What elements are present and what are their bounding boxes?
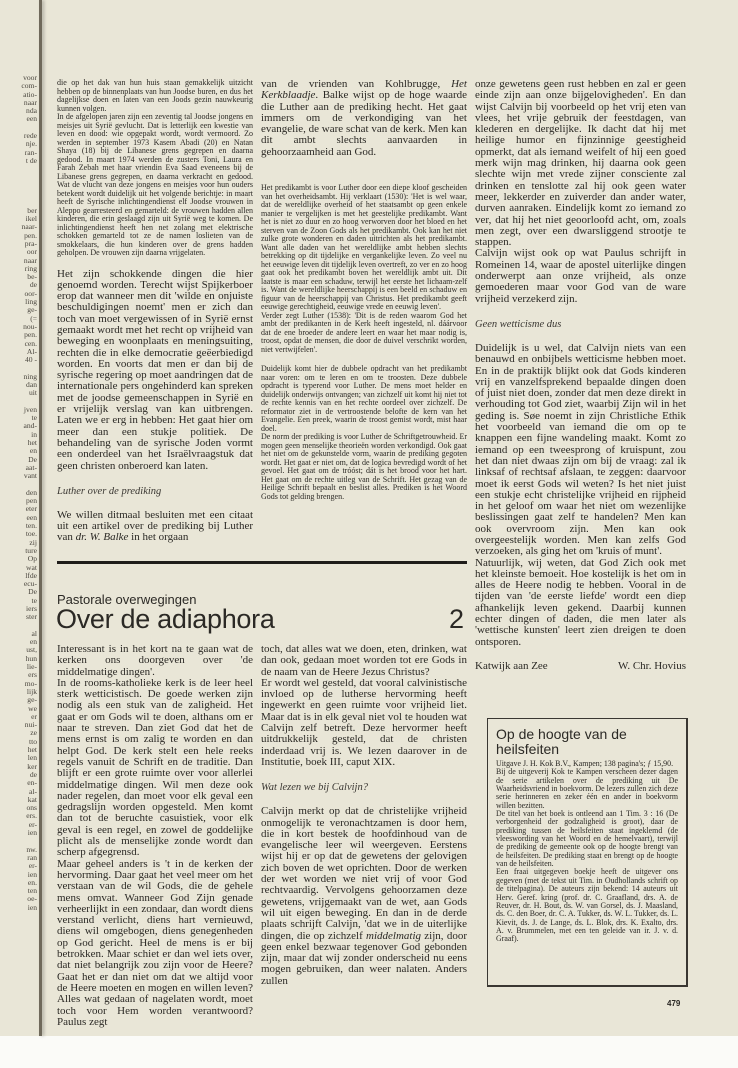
review-publication-info: Uitgave J. H. Kok B.V., Kampen; 138 pagina's; ƒ 15,90. (496, 759, 674, 768)
facing-page-fragment: zij (29, 537, 37, 547)
facing-page-fragment: ture (25, 545, 37, 555)
signature-line (475, 661, 686, 672)
facing-page-fragment: al- (28, 786, 37, 796)
facing-page-fragment: pen. (24, 330, 37, 340)
facing-page-fragment: kat (27, 794, 37, 804)
facing-page-fragment: in (31, 429, 37, 439)
facing-page-fragment: er- (28, 861, 37, 871)
facing-page-fragment: vant (23, 471, 37, 481)
facing-page-fragment: ge- (27, 695, 37, 705)
facing-page-fragment: voor (23, 73, 37, 82)
author-place: Katwijk aan Zee (475, 659, 548, 672)
facing-page-fragment (0, 165, 37, 173)
facing-page-fragment: ning (23, 371, 37, 381)
paragraph (57, 510, 253, 544)
facing-page-fragment: nui- (24, 720, 37, 730)
facing-page-fragment: cen. (24, 338, 37, 348)
text-span: Calvijn merkt op dat de christelijke vrijheid onmogelijk te veronachtzamen is door hem, die in kort bestek de hoofdinhoud van de evangelische leer wil weergeven. Eerstens wijst hij er op dat de gewetens der gelovigen zich boven de wet oprichten. Door de werken der wet worden we niet vrij of voor God rechtvaardig. Vervolgens gehoorzamen deze gewetens, vrijgemaakt van de wet, aan Gods wil uit eigen beweging. En dan in de derde plaats schrijft Calvijn, 'dat we in de uiterlijke dingen, die op zichzelf (261, 805, 467, 942)
facing-page-fragment: ecu- (23, 579, 37, 589)
paragraph (261, 79, 467, 158)
facing-page-fragment: pen (26, 496, 37, 506)
facing-page-fragment: de (29, 280, 37, 290)
paragraph: onze gewetens geen rust hebben en zal er geen einde zijn aan onze bijgelovigheden'. En dan wijst Calvijn bij voorbeeld op het vrij eten van vlees, het vrije gebruik der feestdagen, van klederen en dergelijke. Ik dacht dat hij met heilige humor en fijnzinnige geestigheid opmerkt, dat als iemand weifelt of hij een goed merk wijn mag drinken, hij daarna ook geen slechte wijn met vrede zijner consciente zal drinken en tenslotte zal hij ook geen water meer, lekkerder en zuiverder dan ander water, durven aanraken. Eindelijk komt zo iemand zo ver, dat hij het niet geoorloofd acht, om, zoals men zegt, over een dwarsliggend strootje te stappen. (475, 78, 686, 249)
text-span: . Balke wijst op de hoge waarde die Luther aan de prediking hecht. Het gaat immers om de verkondiging van het evangelie, de ware schat van de kerk. Men kan dit ambt slechts aanvaarden in gehoorzaamheid aan God. (261, 89, 467, 158)
facing-page-fragment: ien (27, 828, 37, 838)
facing-page-fragment: naar- (21, 222, 37, 232)
facing-page-fragment: en (29, 637, 37, 647)
facing-page-fragment: ien (27, 869, 37, 879)
facing-page-fragment: ien (27, 902, 37, 912)
facing-page-fragment: uit (28, 388, 37, 398)
facing-page-fragment: nw. (26, 844, 37, 854)
paragraph (261, 806, 467, 987)
facing-page-fragment: er (31, 711, 37, 721)
facing-page-fragment: we (28, 703, 37, 713)
facing-page-fragment: tto (28, 736, 37, 746)
facing-page-fragment: lijk (26, 686, 37, 696)
facing-page-fragment: mo- (24, 678, 37, 688)
facing-page-fragment: ster (26, 612, 37, 622)
facing-page-fragment: al (31, 628, 37, 638)
facing-page-fragment: ten. (25, 521, 37, 531)
author-name-italic: dr. W. Balke (75, 531, 129, 544)
facing-page-fragment: ikel (25, 214, 37, 224)
facing-page-fragment: pra- (24, 238, 37, 248)
section-divider-rule (57, 561, 467, 564)
section-subheading: Wat lezen we bij Calvijn? (261, 782, 368, 794)
emphasis-italic: middelmatig (366, 929, 422, 942)
facing-page-fragment: 40 - (24, 355, 37, 365)
facing-page-fragment: and- (23, 421, 37, 431)
top-column-1 (57, 79, 253, 544)
facing-page-fragment: nje. (25, 139, 37, 149)
facing-page-fragment: lie- (26, 662, 37, 672)
facing-page-fragment: naar (23, 255, 37, 265)
facing-page-fragment (0, 174, 37, 182)
paragraph: die op het dak van hun huis staan gemakkelijk uitzicht hebben op de binnenplaats van hun Joodse buren, en dus het dagelijkse doen en laten van een Joods gezin nauwkeurig kunnen volgen. (57, 78, 253, 113)
facing-page-fragment: Al- (26, 346, 37, 356)
article-kicker: Pastorale overwegingen (57, 592, 197, 607)
facing-page-fragment: len (27, 753, 37, 763)
facing-page-fragment: ran- (24, 147, 37, 157)
article-column-2 (261, 644, 467, 987)
top-column-2 (261, 79, 467, 501)
facing-page-fragments (0, 74, 37, 912)
facing-page-fragment: nou- (23, 321, 37, 331)
facing-page-fragment: wat (26, 562, 37, 572)
facing-page-fragment: de (29, 769, 37, 779)
review-title: Op de hoogte van de heilsfeiten (496, 726, 627, 757)
facing-page-fragment: oor (26, 247, 37, 257)
text-span: van de vrienden van Kohlbrugge, (261, 78, 452, 90)
text-span: zijn, door geen enkel bezwaar tegenover God gebonden zijn, maar dat wij zonder onderscheid nu eens mogen gebruiken, dan weer nalaten. Anders zullen (261, 929, 467, 987)
facing-page-fragment: ber (27, 205, 37, 215)
facing-page-fragment: te (31, 595, 37, 605)
facing-page-fragment: t de (25, 155, 37, 165)
facing-page-fragment: be- (27, 272, 37, 282)
book-review-box (487, 718, 688, 987)
article-part-number: 2 (449, 604, 465, 634)
facing-page-fragment: ten (27, 886, 37, 896)
facing-page-fragment: en. (27, 877, 37, 887)
quote-paragraph: Duidelijk komt hier de dubbele opdracht van het predikambt naar voren: om te leren en om te troosten. Deze dubbele opdracht is typerend voor Luther. De mens moet helder en duidelijk onderwijs ontvangen; van zichzelf uit komt hij niet tot de rechte kennis van en het rechte oordeel over zichzelf. De reformator ziet in de vertroostende belofte de kern van het Evangelie. Een preek, waarin de troost gemist wordt, mist haar doel. (261, 364, 467, 433)
facing-page-fragment: ust, (26, 645, 37, 655)
facing-page-fragment: een (26, 512, 37, 522)
facing-page-fragment: (= (30, 313, 37, 323)
paragraph: Bij de uitgeverij Kok te Kampen verscheen dezer dagen de serie artikelen over de prediking uit De Waarheidsvriend in boekvorm. De lezers zullen zich deze serie herinneren en zeker één en ander in boekvorm willen bezitten. (496, 767, 678, 810)
facing-page-fragment: pen. (24, 230, 37, 240)
facing-page-fragment (0, 182, 37, 190)
facing-page-fragment: iers (26, 604, 37, 613)
paragraph: Maar geheel anders is 't in de kerken der hervorming. Daar gaat het veel meer om het verstaan van de wil Gods, die de gehele mens omvat. Wanneer God Zijn genade verheerlijkt in een zondaar, dan wordt diens verstand verlicht, diens hart vernieuwd, diens wil omgebogen, diens genegenheden op God gericht. Heel de mens is er bij betrokken. Maar schiet er dan wel iets over, dat niet belangrijk zou zijn voor de Heere? Gaat het er dan niet om dat we altijd voor de Heere moeten en mogen en willen leven? Alles wat gedaan of nagelaten wordt, moet toch voor Hem worden verantwoord? Paulus zegt (57, 857, 253, 1028)
facing-page-fragment: het (27, 438, 37, 448)
facing-page-fragment: den (26, 487, 37, 497)
text-span: in het orgaan (128, 531, 189, 544)
publication-name-italic: Het Kerkblaadje (261, 78, 467, 102)
article-column-1 (57, 644, 253, 1028)
paragraph: Interessant is in het kort na te gaan wat de kerken ons doorgeven over 'de middelmatige dingen'. (57, 643, 253, 678)
section-subheading: Geen wetticisme dus (475, 318, 562, 330)
facing-page-fragment: en (29, 446, 37, 456)
facing-page-fragment: toe. (25, 529, 37, 539)
facing-page-fragment: ers (28, 670, 37, 680)
author-name: W. Chr. Hovius (617, 659, 686, 672)
paragraph: De titel van het boek is ontleend aan 1 Tim. 3 : 16 (De verborgenheid der godzaligheid is groot), daar de prediking tussen de heilsfeiten staat ingeklemd (de vleeswording van het Woord en de hemelvaart), terwijl de prediking de gemeente ook op de hoogte brengt van de heilsfeiten. De prediking staat en brengt op de hoogte van de heilsfeiten. (496, 809, 678, 869)
paragraph: Het zijn schokkende dingen die hier genoemd worden. Terecht wijst Spijkerboer erop dat wanneer men dit 'wilde en onjuiste beschuldigingen noemt' men er zich dan toch van moet vergewissen of in Syrië ernst gemaakt wordt met het recht op vrijheid van beweging en woonplaats en meningsuiting, rechten die in elke democratie geëerbiedigd worden. En voorts dat men er dan bij de syrische regering op moet aandringen dat de internationale pers ongehinderd kan spreken met de joodse gemeenschappen in Syrië en er vrijelijk verslag van kan uitbrengen. Laten we er erg in hebben: Het gaat hier om meer dan een stukje politiek. De behandeling van de syrische Joden vormt een onderdeel van het Israëlvraagstuk dat geen christen onberoerd kan laten. (57, 267, 253, 472)
text-span: We willen ditmaal besluiten met een citaat uit een artikel over de prediking bij Luther van (57, 508, 253, 544)
paragraph: Een fraai uitgegeven boekje heeft de uitgever ons gegeven (met de tekst uit Tim. in Oudhollands schrift op de titelpagina). De auteurs zijn bekend: 14 auteurs uit Herv. Geref. kring (prof. dr. C. Graafland, drs. A. de Reuver, dr. H. Bout, ds. W. van Gorsel, ds. J. Maasland, ds. C. den Boer, dr. C. A. Tukker, ds. W. L. Tukker, ds. L. Kievit, ds. J. de Lange, ds. L. Blok, drs. K. Exalto, drs. A. v. Brummelen, met een ten geleide van ir. J. v. d. Graaf). (496, 867, 678, 944)
facing-page-fragment: er- (28, 819, 37, 829)
facing-page-fragment: De (28, 587, 37, 597)
facing-page-fragment: een (26, 114, 37, 124)
paragraph: toch, dat alles wat we doen, eten, drinken, wat dan ook, gedaan moet worden tot ere Gods in de naam van de Heere Jezus Christus? (261, 643, 467, 678)
quote-paragraph: Verder zegt Luther (1538): 'Dit is de reden waarom God het ambt der predikanten in de Kerk heeft ingesteld, nl. dáárvoor dat de ene broeder de andere leert en waar het maar nodig is, troost, opdat de mensen, die door de duivel verschrikt worden, niet vertwijfelen'. (261, 310, 467, 354)
quote-paragraph: De norm der prediking is voor Luther de Schriftgetrouwheid. Er mogen geen menselijke theorieën worden verkondigd. Ook gaat het niet om de gekunstelde vorm, waarin de prediking gegoten wordt. Het gaat er niet om, dat de logica bevredigd wordt of het gevoel. Het gaat om de tróóst; dát is het brood voor het hart. Het gaat om de rechte uitleg van de Schrift. Het gezag van de Heilige Schrift bepaalt en beslist alles. Prediken is het Woord Gods tot gelding brengen. (261, 432, 467, 501)
paragraph: In de rooms-katholieke kerk is de leer heel sterk wetticistisch. De goede werken zijn nodig als een stuk van de zaligheid. Het gaat er om Gods wil te doen, althans om er naar te streven. Dan ziet God dat het de mens ernst is om zalig te worden en dan helpt God. De kerk stelt een hele reeks regels vanuit de Schrift en de traditie. Dan blijft er een grote ruimte over voor allerlei middelmatige dingen. Wil men deze ook nader regelen, dan moet voor elk geval een gedragslijn worden opgesteld. Men komt dan tot de beruchte casuistiek, voor elk geval is een regel, en zowel de goddelijke plicht als de menselijke zonde wordt dan scherp afgegrensd. (57, 676, 253, 859)
facing-page-fragment: aat- (25, 462, 37, 472)
facing-page-fragment: jven (23, 404, 37, 414)
paragraph: Natuurlijk, wij weten, dat God Zich ook met het kleinste bemoeit. Hoe kostelijk is het om in alles de Heere nodig te hebben. Vooral in de tijden van 'de eerste liefde' wordt een diep afhankelijk leven gekend. Daarbij kunnen echter dingen of daden, die men later als 'wettische kunsten' leert zien dreigen te doen ontsporen. (475, 556, 686, 648)
section-subheading: Luther over de prediking (57, 485, 162, 497)
facing-page-fragment: ons (26, 803, 37, 813)
paragraph: In de afgelopen jaren zijn een zeventig tal Joodse jongens en meisjes uit Syrië gevlucht. Dat is letterlijk een kwestie van leven en dood: wie opgepakt wordt, wordt vermoord. Zo werden in september 1973 Kasem Abadi (20) en Natan Shaya (18) bij de Libanese grens gegrepen en daarna gedood. In maart 1974 werden de zusters Toni, Laura en Farah Zebah met haar vriendin Eva Saad eveneens bij de Libanese grens gegrepen, en daarna verkracht en gedood. Wat de vlucht van deze jongens en meisjes voor hun ouders betekent wordt duidelijk uit het volgende berichtje: in maart heeft de Syrische inlichtingendienst elf Joodse vrouwen in Aleppo gearresteerd en gemarteld: de vrouwen hadden allen kinderen, die erin geslaagd zijn uit Syrië weg te komen. De inlichtingendienst heeft hen net zolang met elektrische schokken gemarteld tot ze de namen loslieten van de smokkelaars, die hun kinderen over de grens hadden geholpen. De vrouwen zijn daarna vrijgelaten. (57, 112, 253, 257)
facing-page-fragment: oe- (27, 894, 37, 904)
facing-page-fragment: het (27, 745, 37, 755)
facing-page-fragment: te (31, 413, 37, 423)
facing-page-fragment: ge- (27, 305, 37, 315)
page-number: 479 (667, 999, 681, 1008)
facing-page-fragment (0, 190, 37, 198)
facing-page-fragment: nda (26, 106, 37, 116)
facing-page-fragment: ze (30, 728, 37, 738)
article-title: Over de adiaphora (56, 604, 275, 634)
paragraph: Calvijn wijst ook op wat Paulus schrijft in Romeinen 14, waar de apostel uiterlijke dingen onderwerpt aan onze vrijheid, als onze gemoederen maar voor God van de ware vrijheid verzekerd zijn. (475, 247, 686, 305)
facing-page-fragment: atio- (23, 89, 37, 99)
facing-page-fragment: lfde (25, 570, 37, 580)
facing-page-fragment: rede (23, 131, 37, 141)
facing-page-fragment: naar (23, 97, 37, 107)
facing-page-fragment: ran (27, 852, 37, 862)
facing-page-fragment: Op (27, 554, 37, 564)
quote-paragraph: Het predikambt is voor Luther door een diepe kloof gescheiden van het overheidsambt. Hij verklaart (1530): 'Het is wel waar, dat de wereldlijke overheid of het staatsambt op geen enkele manier te vergelijken is met het geestelijke predikambt. Want het is niet zo duur en zo hoog verworven door het bloed en het sterven van de Zoon Gods als het predikambt. Ook kan het niet zulke grote wonderen en daden uitrichten als het predikambt. Want alle daden van het wereldlijke ambt hebben slechts betrekking op dit tijdelijke en vergankelijke leven. Zo veel nu het eeuwige leven dit tijdelijk leven overtreft, zo ver en zo hoog gaat ook het predikambt boven het wereldlijk ambt uit. Dit laatste is maar een schaduw, terwijl het eerste het lichaam-zelf is. Want de wereldlijke heerschappij is een beeld en schaduw en figuur van de heerschappij van Christus. Het predikambt geeft eeuwige gerechtigheid, eeuwige vrede en eeuwig leven'. (261, 183, 467, 312)
facing-page-fragment: ling (25, 297, 37, 307)
facing-page-fragment: com- (21, 81, 37, 91)
page-spine-edge (39, 0, 42, 1036)
facing-page-fragment: ker (27, 761, 37, 771)
facing-page-fragment: hun (25, 653, 37, 663)
facing-page-fragment: De (28, 454, 37, 464)
facing-page-fragment: ring (24, 263, 37, 273)
facing-page-fragment: oor- (24, 288, 37, 298)
facing-page-fragment: en- (27, 778, 37, 788)
paragraph: Er wordt wel gesteld, dat vooral calvinistische invloed op de lutherse hervorming heeft ingewerkt en geen ruimte voor vrijheid liet. Maar dat is in elk geval niet vol te houden wat Calvijn zelf betreft. Deze hervormer heeft uitdrukkelijk gesteld, dat de christen inderdaad vrij is. We lezen daarover in de Institutie, boek III, caput XIX. (261, 676, 467, 768)
article-column-3 (475, 79, 686, 672)
paragraph: Duidelijk is u wel, dat Calvijn niets van een benauwd en onbijbels wetticisme hebben moet. En in de praktijk blijkt ook dat Gods kinderen vrij en vanzelfsprekend bepaalde dingen doen of juist niet doen, zonder dat men deze direkt in verhouding tot God ziet, waarbij Zijn wil in het geding is. Søe noemt in zijn Christliche Ethik het voorbeeld van iemand die om op te knappen een fijne wandeling maakt. Komt zo iemand op een tweesprong of kruispunt, zou het dan niet dwaas zijn om bij de vraag: zal ik linksaf of rechtsaf afslaan, te zeggen: daarvoor moet ik eerst Gods wil weten? Is het niet juist een stukje echt christelijke vrijheid en rijpheid in het geloof om waar het niet om wezenlijke beslissingen gaat zelf te handelen? Men kan ook overvroom zijn. Men kan ook overgeestelijk worden. Men kan zelfs God verzoeken, als ging het om 'kruis of munt'. (475, 341, 686, 558)
facing-page-fragment: ers. (26, 811, 37, 821)
facing-page-fragment: dan (26, 379, 37, 389)
facing-page-fragment: eter (25, 504, 37, 514)
